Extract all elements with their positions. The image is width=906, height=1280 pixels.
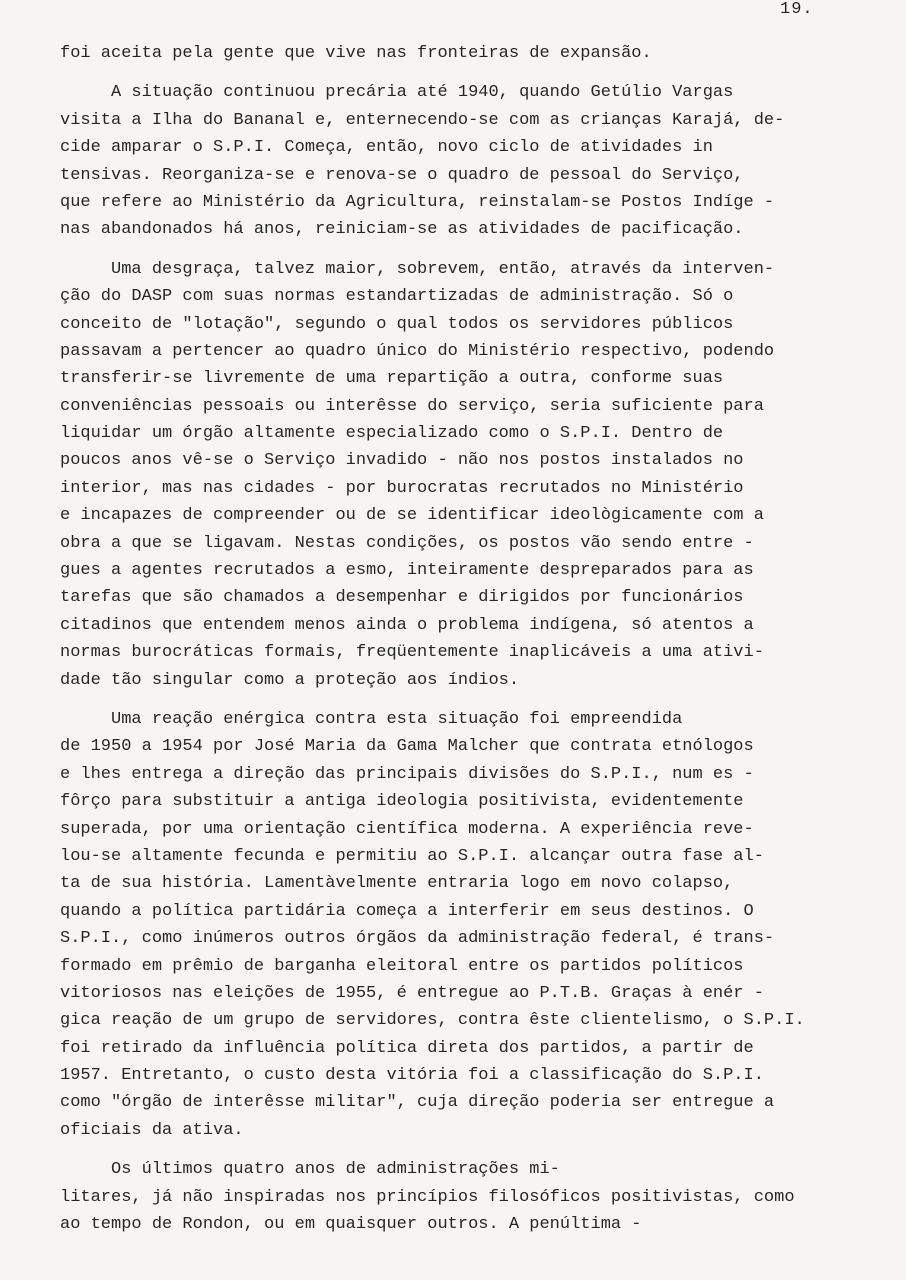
text-line: Uma reação enérgica contra esta situação foi empreendida <box>60 709 683 729</box>
text-line: liquidar um órgão altamente especializado como o S.P.I. Dentro de <box>60 424 724 444</box>
text-line: lou-se altamente fecunda e permitiu ao S.P.I. alcançar outra fase al- <box>60 846 764 866</box>
paragraph <box>60 256 850 694</box>
text-line: conceito de "lotação", segundo o qual todos os servidores públicos <box>60 314 734 334</box>
text-line: 1957. Entretanto, o custo desta vitória foi a classificação do S.P.I. <box>60 1066 764 1086</box>
text-line: fôrço para substituir a antiga ideologia positivista, evidentemente <box>60 792 744 812</box>
text-line: e lhes entrega a direção das principais divisões do S.P.I., num es - <box>60 764 754 784</box>
paragraph <box>60 706 850 1144</box>
text-line: foi retirado da influência política direta dos partidos, a partir de <box>60 1038 754 1058</box>
text-line: e incapazes de compreender ou de se identificar ideològicamente com a <box>60 506 764 526</box>
text-line: quando a política partidária começa a interferir em seus destinos. O <box>60 901 754 921</box>
paragraph-gap <box>60 694 850 706</box>
text-line: passavam a pertencer ao quadro único do Ministério respectivo, podendo <box>60 341 775 361</box>
paragraph <box>60 1156 850 1238</box>
text-line: nas abandonados há anos, reiniciam-se as atividades de pacificação. <box>60 220 744 240</box>
text-line: gues a agentes recrutados a esmo, inteiramente despreparados para as <box>60 561 754 581</box>
text-line: Uma desgraça, talvez maior, sobrevem, então, através da interven- <box>60 259 775 279</box>
text-line: ção do DASP com suas normas estandartizadas de administração. Só o <box>60 287 734 307</box>
text-line: Os últimos quatro anos de administrações mi- <box>60 1160 560 1180</box>
text-line: transferir-se livremente de uma repartição a outra, conforme suas <box>60 369 724 389</box>
text-line: que refere ao Ministério da Agricultura, reinstalam-se Postos Indíge - <box>60 192 775 212</box>
text-line: cide amparar o S.P.I. Começa, então, novo ciclo de atividades in <box>60 138 713 158</box>
text-line: de 1950 a 1954 por José Maria da Gama Malcher que contrata etnólogos <box>60 737 754 757</box>
text-line: normas burocráticas formais, freqüentemente inaplicáveis a uma ativi- <box>60 643 764 663</box>
text-line: gica reação de um grupo de servidores, contra êste clientelismo, o S.P.I. <box>60 1011 805 1031</box>
text-line: S.P.I., como inúmeros outros órgãos da administração federal, é trans- <box>60 929 775 949</box>
text-line: visita a Ilha do Bananal e, enternecendo-se com as crianças Karajá, de- <box>60 110 785 130</box>
text-line: obra a que se ligavam. Nestas condições, os postos vão sendo entre - <box>60 533 754 553</box>
paragraph-gap <box>60 244 850 256</box>
text-line: poucos anos vê-se o Serviço invadido - não nos postos instalados no <box>60 451 744 471</box>
text-line: como "órgão de interêsse militar", cuja direção poderia ser entregue a <box>60 1093 775 1113</box>
text-line: oficiais da ativa. <box>60 1120 244 1140</box>
text-line: ta de sua história. Lamentàvelmente entraria logo em novo colapso, <box>60 874 734 894</box>
text-line: superada, por uma orientação científica moderna. A experiência reve- <box>60 819 754 839</box>
paragraph-gap <box>60 67 850 79</box>
body-text <box>60 40 850 1238</box>
text-line: tarefas que são chamados a desempenhar e dirigidos por funcionários <box>60 588 744 608</box>
text-line: tensivas. Reorganiza-se e renova-se o quadro de pessoal do Serviço, <box>60 165 744 185</box>
page-number: 19. <box>780 0 814 19</box>
text-line: interior, mas nas cidades - por burocratas recrutados no Ministério <box>60 478 744 498</box>
text-line: dade tão singular como a proteção aos índios. <box>60 670 520 690</box>
text-line: litares, já não inspiradas nos princípios filosóficos positivistas, como <box>60 1187 795 1207</box>
paragraph <box>60 79 850 243</box>
text-line: vitoriosos nas eleições de 1955, é entregue ao P.T.B. Graças à enér - <box>60 983 764 1003</box>
text-line: citadinos que entendem menos ainda o problema indígena, só atentos a <box>60 615 754 635</box>
text-line: formado em prêmio de barganha eleitoral entre os partidos políticos <box>60 956 744 976</box>
paragraph <box>60 40 850 67</box>
text-line: conveniências pessoais ou interêsse do serviço, seria suficiente para <box>60 396 764 416</box>
paragraph-gap <box>60 1144 850 1156</box>
text-line: ao tempo de Rondon, ou em quaisquer outros. A penúltima - <box>60 1215 642 1235</box>
text-line: A situação continuou precária até 1940, quando Getúlio Vargas <box>60 83 734 103</box>
text-line: foi aceita pela gente que vive nas fronteiras de expansão. <box>60 44 652 63</box>
